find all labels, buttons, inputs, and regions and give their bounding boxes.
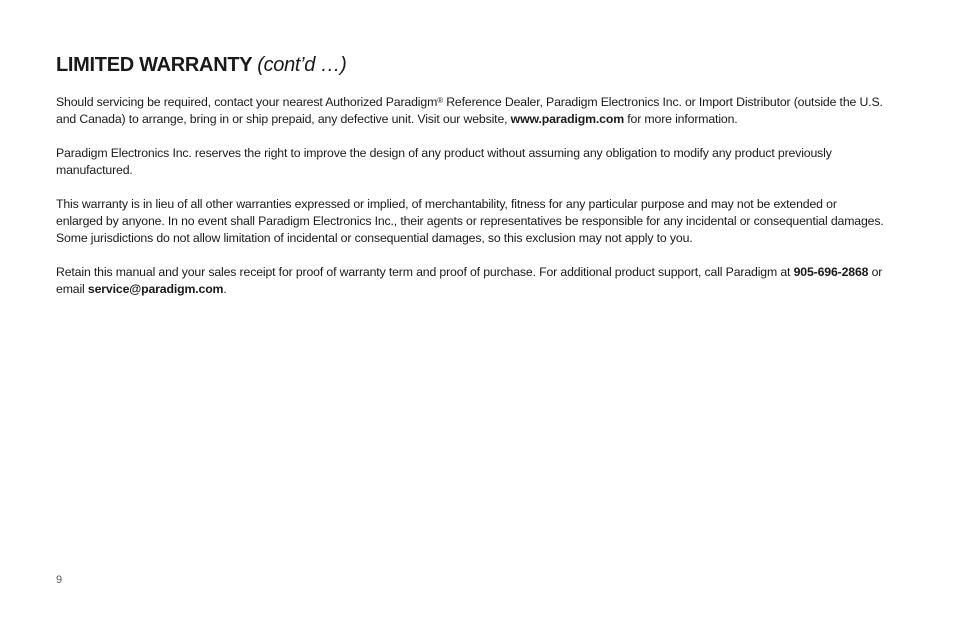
page-number: 9 bbox=[56, 574, 63, 586]
servicing-text-b: Reference Dealer, Paradigm Electronics Inc. or Import Distributor (outside the U.S. and Canada) to arrange, bring in or ship prepaid, any defective unit. Visit our website, bbox=[56, 95, 883, 126]
servicing-text-c: for more information. bbox=[623, 112, 738, 126]
registered-mark: ® bbox=[437, 96, 443, 105]
support-email-link[interactable]: service@paradigm.com bbox=[87, 282, 224, 296]
support-text-b: or email bbox=[56, 265, 883, 296]
servicing-text-a: Should servicing be required, contact your nearest Authorized Paradigm bbox=[56, 95, 438, 109]
title-continued: (cont’d …) bbox=[257, 54, 347, 76]
support-phone[interactable]: 905-696-2868 bbox=[793, 265, 869, 279]
support-text-a: Retain this manual and your sales receipt for proof of warranty term and proof of purchase. For additional product support, call Paradigm at bbox=[56, 265, 794, 279]
website-link[interactable]: www.paradigm.com bbox=[510, 112, 624, 126]
page-title bbox=[56, 52, 886, 78]
warranty-page bbox=[56, 52, 886, 315]
title-main: LIMITED WARRANTY bbox=[56, 54, 252, 76]
servicing-paragraph bbox=[56, 92, 886, 128]
design-rights-paragraph: Paradigm Electronics Inc. reserves the right to improve the design of any product without assuming any obligation to modify any product previously manufactured. bbox=[56, 146, 832, 177]
support-paragraph bbox=[56, 264, 886, 298]
disclaimer-paragraph: This warranty is in lieu of all other warranties expressed or implied, of merchantability, fitness for any particular purpose and may not be extended or enlarged by anyone. In no event shall Paradigm Electronics Inc., their agents or representatives be responsible for any incidental or consequential damages. Some jurisdictions do not allow limitation of incidental or consequential damages, so this exclusion may not apply to you. bbox=[56, 197, 884, 245]
support-text-c: . bbox=[223, 282, 227, 296]
